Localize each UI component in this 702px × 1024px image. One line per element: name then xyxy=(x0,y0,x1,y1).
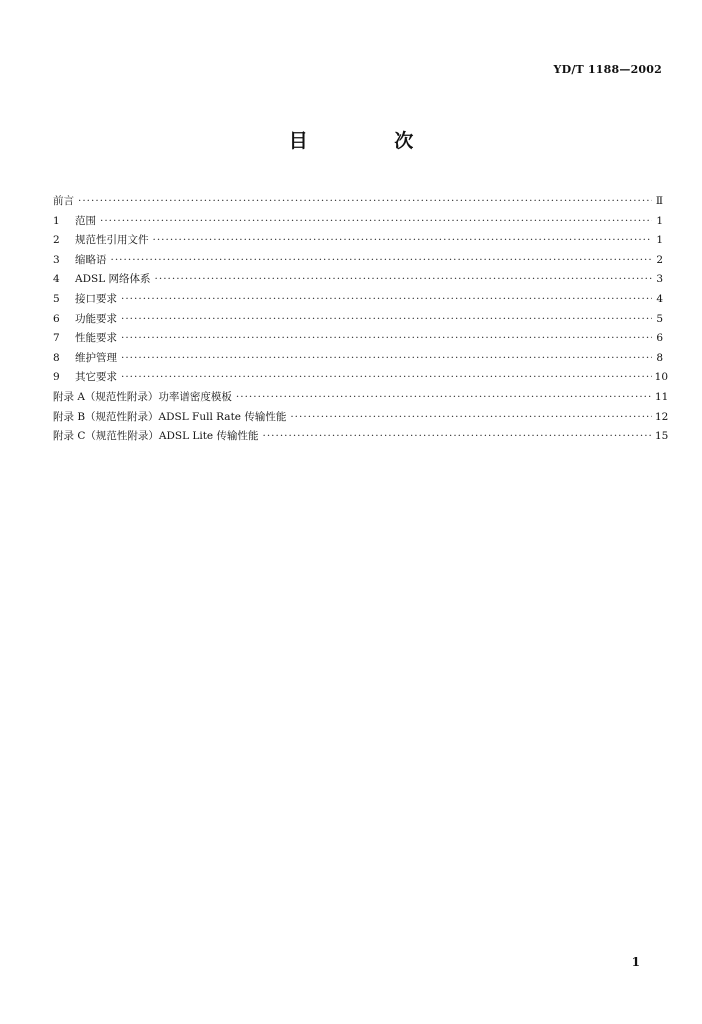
page-number: 1 xyxy=(631,955,640,969)
page-title: 目 次 xyxy=(288,130,454,152)
toc-entry-label: 缩略语 xyxy=(75,253,107,266)
toc-entry-page: 3 xyxy=(656,273,663,286)
toc-leader-dots xyxy=(121,329,652,349)
toc-entry-appendix-b[interactable] xyxy=(53,408,669,428)
toc-leader-dots xyxy=(121,290,652,310)
toc-leader-dots xyxy=(111,251,653,271)
toc-entry-label: 附录 A（规范性附录）功率谱密度模板 xyxy=(53,390,232,403)
toc-entry-page: 12 xyxy=(655,410,669,423)
toc-leader-dots xyxy=(262,427,652,447)
toc-leader-dots xyxy=(121,310,652,330)
toc-entry-appendix-c[interactable] xyxy=(53,427,669,447)
toc-entry-page: 1 xyxy=(656,234,663,247)
toc-entry-abbreviations[interactable] xyxy=(53,251,663,271)
toc-entry-label: ADSL 网络体系 xyxy=(75,273,151,286)
toc-leader-dots xyxy=(78,192,652,212)
toc-entry-appendix-a[interactable] xyxy=(53,388,669,408)
toc-entry-number: 3 xyxy=(53,253,60,266)
toc-entry-scope[interactable] xyxy=(53,212,663,232)
toc-entry-adsl-architecture[interactable] xyxy=(53,270,663,290)
toc-entry-label: 附录 C（规范性附录）ADSL Lite 传输性能 xyxy=(53,430,259,443)
toc-entry-number: 5 xyxy=(53,292,60,305)
toc-leader-dots xyxy=(153,231,653,251)
toc-entry-number: 6 xyxy=(53,312,60,325)
toc-leader-dots xyxy=(121,368,652,388)
toc-leader-dots xyxy=(236,388,652,408)
toc-entry-functional-requirements[interactable] xyxy=(53,310,663,330)
table-of-contents xyxy=(53,192,669,447)
toc-entry-maintenance-management[interactable] xyxy=(53,349,663,369)
toc-leader-dots xyxy=(290,408,652,428)
toc-entry-label: 维护管理 xyxy=(75,351,117,364)
toc-entry-number: 8 xyxy=(53,351,60,364)
toc-entry-page: Ⅱ xyxy=(655,195,663,207)
toc-entry-page: 2 xyxy=(656,253,663,266)
standard-code: YD/T 1188—2002 xyxy=(553,63,662,76)
toc-entry-page: 5 xyxy=(656,312,663,325)
toc-entry-number: 2 xyxy=(53,234,60,247)
toc-leader-dots xyxy=(155,270,652,290)
toc-entry-label: 范围 xyxy=(75,214,96,227)
toc-entry-page: 11 xyxy=(655,390,669,403)
toc-entry-performance-requirements[interactable] xyxy=(53,329,663,349)
toc-entry-page: 15 xyxy=(655,430,669,443)
toc-entry-number: 4 xyxy=(53,273,60,286)
toc-leader-dots xyxy=(121,349,652,369)
toc-entry-label: 其它要求 xyxy=(75,371,117,384)
toc-entry-label: 附录 B（规范性附录）ADSL Full Rate 传输性能 xyxy=(53,410,287,423)
toc-entry-label: 功能要求 xyxy=(75,312,117,325)
toc-entry-page: 6 xyxy=(656,332,663,345)
toc-entry-interface-requirements[interactable] xyxy=(53,290,663,310)
toc-entry-page: 1 xyxy=(656,214,663,227)
toc-entry-number: 7 xyxy=(53,332,60,345)
toc-entry-other-requirements[interactable] xyxy=(53,368,669,388)
toc-entry-label: 规范性引用文件 xyxy=(75,234,149,247)
toc-entry-label: 接口要求 xyxy=(75,292,117,305)
toc-entry-page: 8 xyxy=(656,351,663,364)
toc-entry-number: 9 xyxy=(53,371,60,384)
toc-entry-normative-references[interactable] xyxy=(53,231,663,251)
toc-leader-dots xyxy=(100,212,652,232)
toc-entry-number: 1 xyxy=(53,214,60,227)
toc-entry-label: 前言 xyxy=(53,195,74,207)
toc-entry-page: 4 xyxy=(656,292,663,305)
toc-entry-page: 10 xyxy=(654,371,669,384)
toc-entry-label: 性能要求 xyxy=(75,332,117,345)
toc-entry-foreword[interactable] xyxy=(53,192,663,212)
